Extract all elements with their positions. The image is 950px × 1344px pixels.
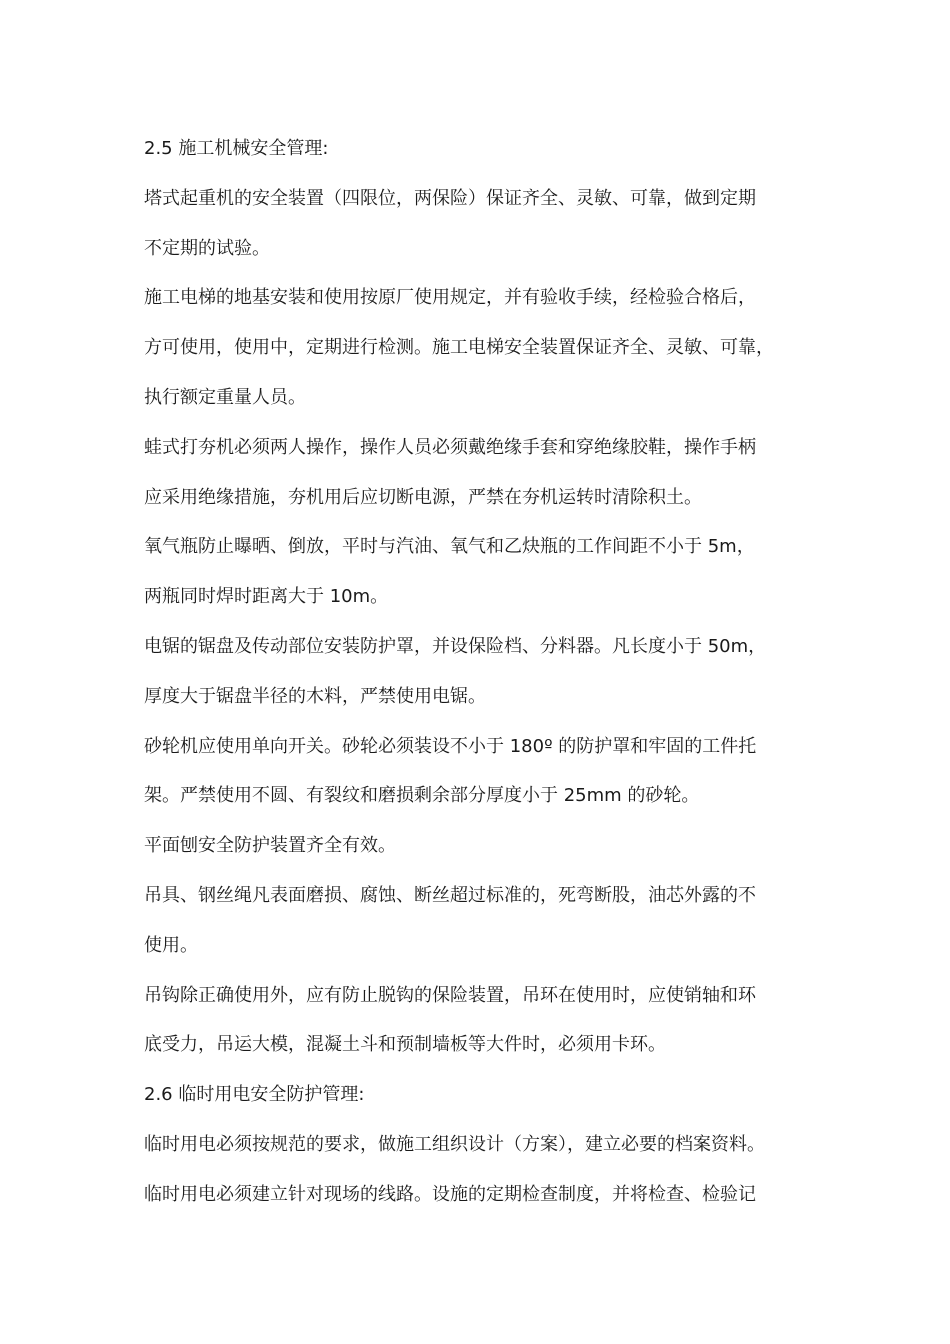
paragraph-line: 塔式起重机的安全装置（四限位，两保险）保证齐全、灵敏、可靠，做到定期 — [144, 187, 756, 209]
paragraph-line: 施工电梯的地基安装和使用按原厂使用规定，并有验收手续，经检验合格后， — [144, 287, 756, 309]
paragraph-line: 平面刨安全防护装置齐全有效。 — [144, 835, 396, 857]
paragraph-line: 方可使用，使用中，定期进行检测。施工电梯安全装置保证齐全、灵敏、可靠， — [144, 337, 774, 359]
paragraph-line: 使用。 — [144, 934, 198, 956]
paragraph-line: 蛙式打夯机必须两人操作，操作人员必须戴绝缘手套和穿绝缘胶鞋，操作手柄 — [144, 436, 756, 458]
section-heading-2-5: 2.5 施工机械安全管理: — [144, 138, 329, 159]
paragraph-line: 电锯的锯盘及传动部位安装防护罩，并设保险档、分料器。凡长度小于 50m， — [144, 635, 767, 657]
paragraph-line: 临时用电必须按规范的要求，做施工组织设计（方案），建立必要的档案资料。 — [144, 1133, 765, 1155]
paragraph-line: 砂轮机应使用单向开关。砂轮必须装设不小于 180º 的防护罩和牢固的工件托 — [144, 735, 757, 757]
paragraph-line: 不定期的试验。 — [144, 237, 270, 259]
paragraph-line: 吊具、钢丝绳凡表面磨损、腐蚀、断丝超过标准的，死弯断股，油芯外露的不 — [144, 884, 756, 906]
paragraph-line: 执行额定重量人员。 — [144, 386, 306, 408]
paragraph-line: 应采用绝缘措施，夯机用后应切断电源，严禁在夯机运转时清除积土。 — [144, 486, 702, 508]
paragraph-line: 底受力，吊运大模，混凝土斗和预制墙板等大件时，必须用卡环。 — [144, 1034, 666, 1056]
paragraph-line: 架。严禁使用不圆、有裂纹和磨损剩余部分厚度小于 25mm 的砂轮。 — [144, 785, 700, 807]
paragraph-line: 临时用电必须建立针对现场的线路。设施的定期检查制度，并将检查、检验记 — [144, 1183, 756, 1205]
paragraph-line: 厚度大于锯盘半径的木料，严禁使用电锯。 — [144, 685, 486, 707]
document-body — [144, 124, 844, 1220]
paragraph-line: 两瓶同时焊时距离大于 10m。 — [144, 586, 389, 608]
section-heading-2-6: 2.6 临时用电安全防护管理: — [144, 1084, 365, 1106]
paragraph-line: 氧气瓶防止曝晒、倒放，平时与汽油、氧气和乙炔瓶的工作间距不小于 5m， — [144, 536, 755, 558]
paragraph-line: 吊钩除正确使用外，应有防止脱钩的保险装置，吊环在使用时，应使销轴和环 — [144, 984, 756, 1006]
